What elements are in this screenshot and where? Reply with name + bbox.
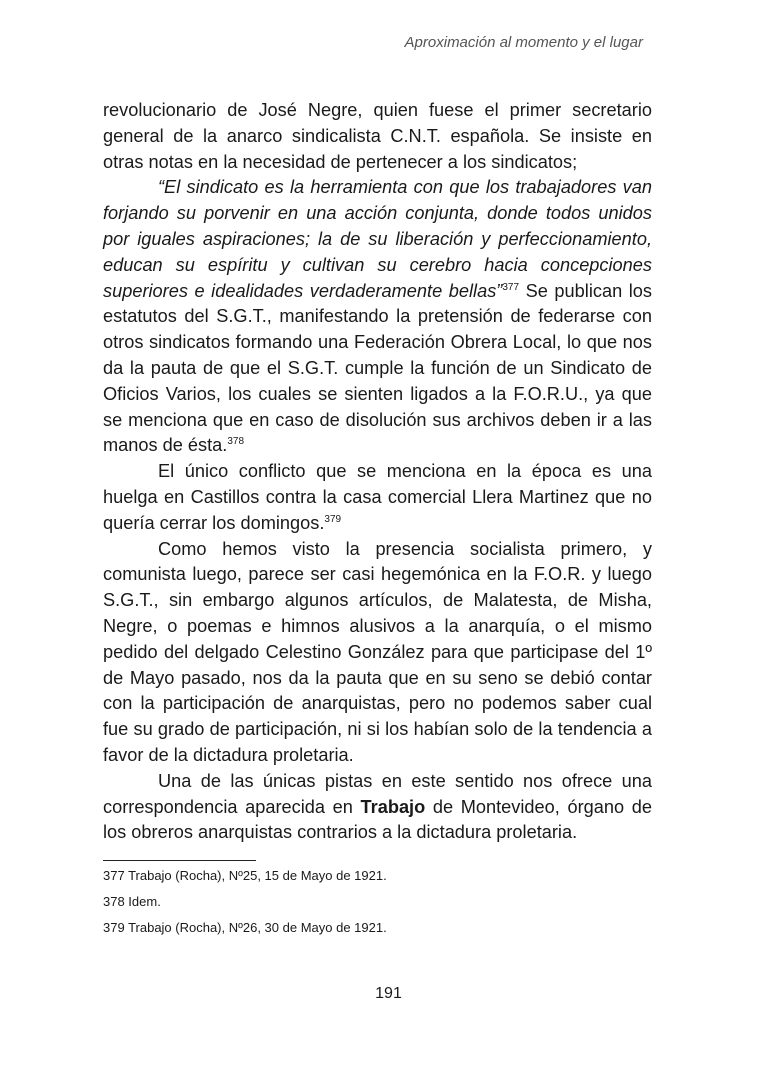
newspaper-title: Trabajo [360,796,426,817]
footnotes [103,866,652,944]
paragraph-4 [103,537,652,769]
paragraph-2-text: Se publican los estatutos del S.G.T., manifestando la pretensión de federarse con otros sindicatos formando una Federación Obrera Local, lo que nos da la pauta de que el S.G.T. cumple la función de un Sindicato de Oficios Varios, los cuales se sienten ligados a la F.O.R.U., ya que se menciona que en caso de disolución sus archivos deben ir a las manos de ésta. [103,280,652,456]
footnote-ref-377: 377 [502,281,520,293]
quotation: “El sindicato es la herramienta con que los trabajadores van forjando su porvenir en una acción conjunta, donde todos unidos por iguales aspiraciones; la de su liberación y perfeccionamiento, educan su espíritu y cultivan su cerebro hacia concepciones superiores e idealidades verdaderamente bellas” [103,177,652,301]
paragraph-2 [103,175,652,459]
paragraph-3-text: El único conflicto que se menciona en la época es una huelga en Castillos contra la casa comercial Llera Martinez que no quería cerrar los domingos. [103,461,652,533]
paragraph-5-text-end: de Montevideo, órgano de los obreros anarquistas contrarios a la dictadura proletaria. [103,796,652,843]
paragraph-1 [103,98,652,175]
footnote-378: 378 Idem. [103,894,161,909]
paragraph-1-text: revolucionario de José Negre, quien fuese el primer secretario general de la anarco sindicalista C.N.T. española. Se insiste en otras notas en la necesidad de pertenecer a los sindicatos; [103,100,652,172]
page-number: 191 [375,985,402,1002]
paragraph-3 [103,459,652,536]
footnote-ref-378: 378 [227,436,245,448]
running-header: Aproximación al momento y el lugar [404,34,643,51]
main-text [103,98,652,846]
paragraph-5 [103,769,652,846]
footnote-377: 377 Trabajo (Rocha), Nº25, 15 de Mayo de 1921. [103,868,387,883]
footnote-separator [103,860,256,861]
paragraph-5-text-start: Una de las únicas pistas en este sentido nos ofrece una correspondencia aparecida en [103,770,652,817]
footnote-ref-379: 379 [324,513,342,525]
footnote-379: 379 Trabajo (Rocha), Nº26, 30 de Mayo de 1921. [103,920,387,935]
paragraph-4-text: Como hemos visto la presencia socialista primero, y comunista luego, parece ser casi hegemónica en la F.O.R. y luego S.G.T., sin embargo algunos artículos, de Malatesta, de Misha, Negre, o poemas e himnos alusivos a la anarquía, o el mismo pedido del delgado Celestino González para que participase del 1º de Mayo pasado, nos da la pauta que en su seno se debió contar con la participación de anarquistas, pero no podemos saber cual fue su grado de participación, ni si los habían solo de la tendencia a favor de la dictadura proletaria. [103,538,652,765]
